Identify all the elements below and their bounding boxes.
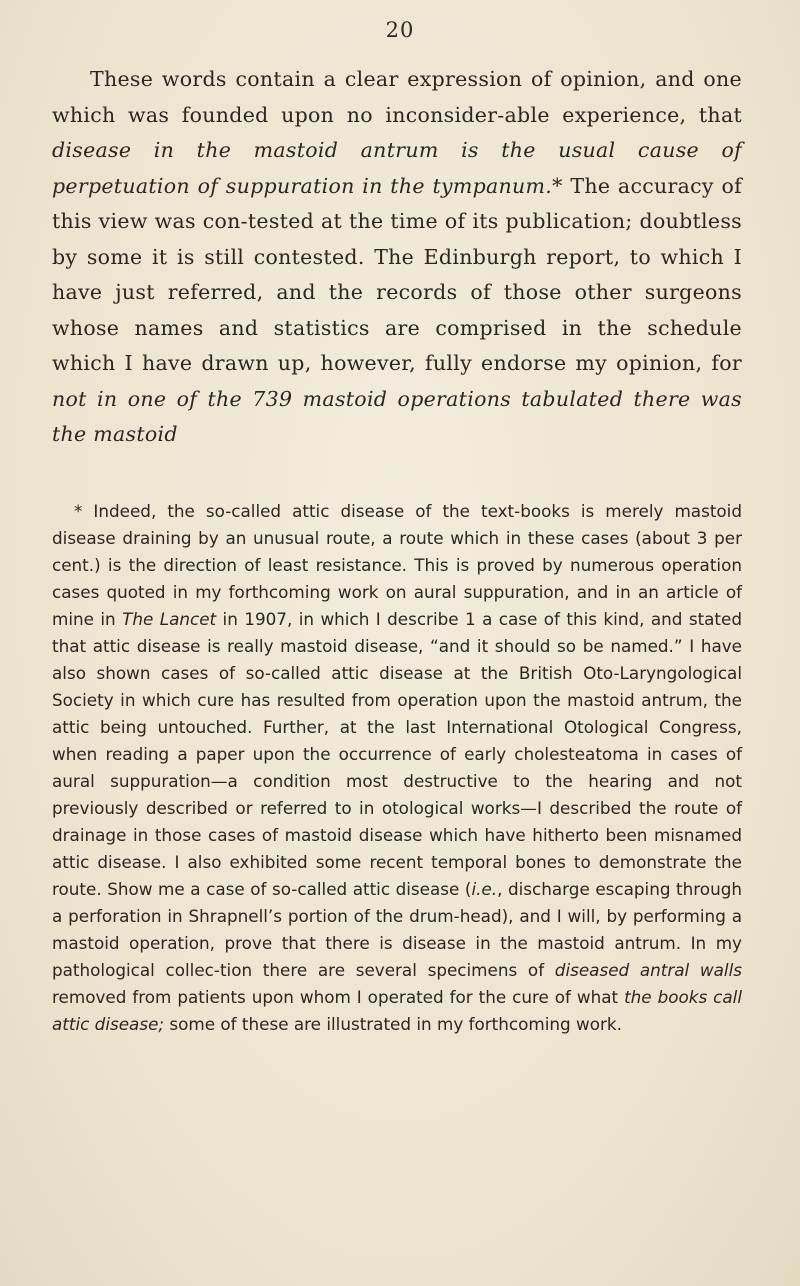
body-text-italic: disease in the mastoid antrum is the usual cause of perpetuation of suppuration in the tympanum. bbox=[52, 138, 742, 198]
footnote-text-run: some of these are illustrated in my forthcoming work. bbox=[164, 1014, 622, 1034]
footnote-paragraph bbox=[52, 498, 742, 1038]
footnote-text-run: * Indeed, the so-called attic disease of the text-books is merely mastoid disease draining by an unusual route, a route which in these cases (about 3 per cent.) is the direction of least resistance. This is proved by numerous operation cases quoted in my forthcoming work on aural suppuration, and in an article of mine in bbox=[52, 501, 742, 629]
page-number: 20 bbox=[385, 18, 415, 42]
body-paragraph bbox=[52, 62, 742, 453]
footnote-text-run: in 1907, in which I describe 1 a case of this kind, and stated that attic disease is really mastoid disease, “and it should so be named.” I have also shown cases of so-called attic disease at the British Oto-Laryngological Society in which cure has resulted from operation upon the mastoid antrum, the attic being untouched. Further, at the last International Otological Congress, when reading a paper upon the occurrence of early cholesteatoma in cases of aural suppuration—a condition most destructive to the hearing and not previously described or referred to in otological works—I described the route of drainage in those cases of mastoid disease which have hitherto been misnamed attic disease. I also exhibited some recent temporal bones to demonstrate the route. Show me a case of so-called attic disease ( bbox=[52, 609, 742, 899]
footnote-italic: diseased antral walls bbox=[554, 960, 742, 980]
footnote-text-run: , discharge escaping through a perforation in Shrapnell’s portion of the drum-head), and I will, by performing a mastoid operation, prove that there is disease in the mastoid antrum. In my pathological collec-tion there are several specimens of bbox=[52, 879, 742, 980]
body-text bbox=[52, 62, 742, 453]
footnote-italic: The Lancet bbox=[122, 609, 217, 629]
body-text-run: These words contain a clear expression of opinion, and one which was founded upon no inconsider-able experience, that bbox=[52, 67, 742, 127]
body-text-run: The accuracy of this view was con-tested at the time of its publication; doubtless by some it is still contested. The Edinburgh report, to which I have just referred, and the records of those other surgeons whose names and statistics are comprised in the schedule which I have drawn up, however, fully endorse my opinion, for bbox=[52, 173, 742, 375]
footnote bbox=[52, 498, 742, 1038]
footnote-italic: i.e. bbox=[471, 879, 498, 899]
footnote-text-run: removed from patients upon whom I operated for the cure of what bbox=[52, 987, 625, 1007]
footnote-italic: the books call attic disease; bbox=[52, 987, 742, 1034]
body-text-italic: not in one of the 739 mastoid operations tabulated there was the mastoid bbox=[52, 386, 742, 446]
footnote-marker: * bbox=[552, 173, 563, 198]
